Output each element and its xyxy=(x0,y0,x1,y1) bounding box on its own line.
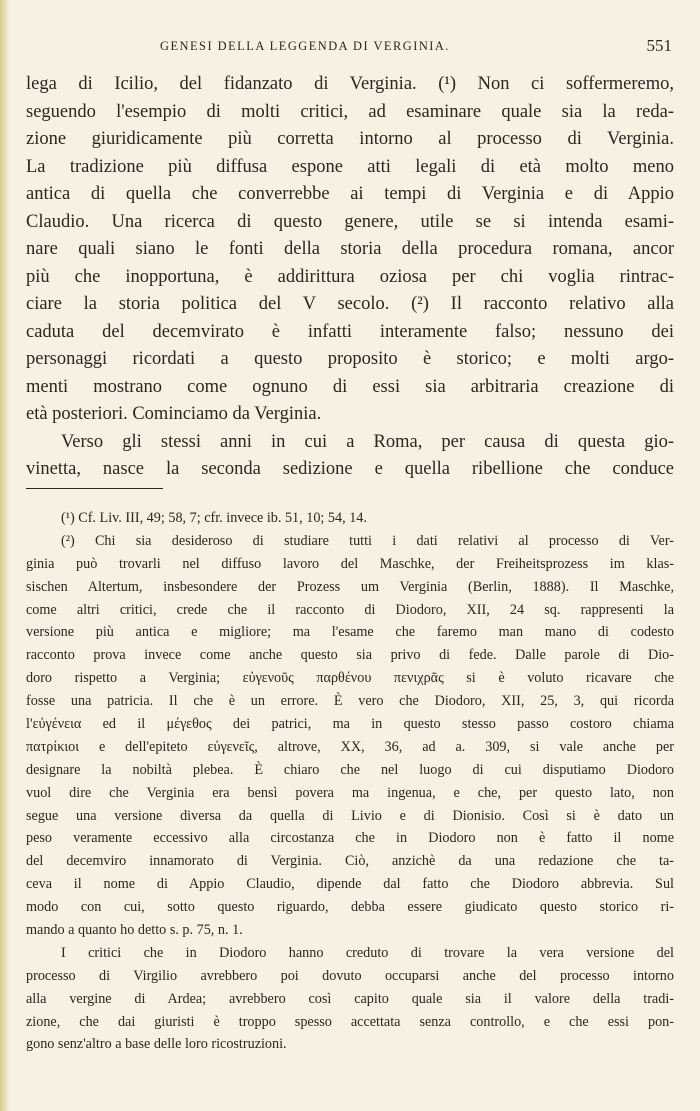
text-line: caduta del decemvirato è infatti interamente falso; nessuno dei xyxy=(26,321,674,342)
page-number: 551 xyxy=(646,36,672,55)
footnote-line: vuol dire che Verginia era bensì povera ma ingenua, e che, per questo lato, non xyxy=(26,784,674,801)
footnote-line: peso veramente eccessivo alla circostanza che in Diodoro non è fatto il nome xyxy=(26,830,674,847)
footnote-line: fosse una patricia. Il che è un errore. È vero che Diodoro, XII, 25, 3, qui ricorda xyxy=(26,693,674,710)
footnote-line: segue una versione diversa da quella di Livio e di Dionisio. Così si è dato un xyxy=(26,807,674,824)
footnote-line: (²) Chi sia desideroso di studiare tutti i dati relativi al processo di Ver- xyxy=(61,532,674,549)
footnote-line: doro rispetto a Verginia; εὐγενοῦς παρθένου πενιχρᾶς si è voluto ricavare che xyxy=(26,670,674,687)
text-line: più che inopportuna, è addirittura oziosa per chi voglia rintrac- xyxy=(26,266,674,287)
text-line: seguendo l'esempio di molti critici, ad esaminare quale sia la reda- xyxy=(26,101,674,122)
footnote-line: modo con cui, sotto questo riguardo, debba essere giudicato questo storico ri- xyxy=(26,899,674,916)
footnote-line: racconto prova invece come anche questo sia privo di fede. Dalle parole di Dio- xyxy=(26,647,674,664)
text-line: menti mostrano come ognuno di essi sia arbitraria creazione di xyxy=(26,376,674,397)
running-head xyxy=(58,38,672,58)
footnote-line: ginia può trovarli nel diffuso lavoro del Maschke, der Freiheitsprozess im klas- xyxy=(26,555,674,572)
text-line: zione giuridicamente più corretta intorno al processo di Verginia. xyxy=(26,129,674,149)
footnote-line: (¹) Cf. Liv. III, 49; 58, 7; cfr. invece ib. 51, 10; 54, 14. xyxy=(61,510,367,526)
text-line: antica di quella che converrebbe ai tempi di Verginia e di Appio xyxy=(26,184,674,204)
footnote-separator xyxy=(26,488,163,489)
text-line: Verso gli stessi anni in cui a Roma, per causa di questa gio- xyxy=(61,431,674,452)
footnote-line: gono senz'altro a base delle loro ricostruzioni. xyxy=(26,1036,287,1053)
text-line: nare quali siano le fonti della storia della procedura romana, ancor xyxy=(26,239,674,259)
footnotes xyxy=(26,507,674,1056)
footnote-line: πατρίκιοι e dell'epiteto εὐγενεῖς, altrove, XX, 36, ad a. 309, si vale anche per xyxy=(26,738,674,755)
page-spine-shadow xyxy=(0,0,10,1111)
footnote-line: mando a quanto ho detto s. p. 75, n. 1. xyxy=(26,922,243,939)
text-line: Claudio. Una ricerca di questo genere, utile se si intenda esami- xyxy=(26,211,674,232)
footnote-line: zione, che dai giuristi è troppo spesso accettata senza controllo, e che essi pon- xyxy=(26,1013,674,1030)
text-line: ciare la storia politica del V secolo. (²) Il racconto relativo alla xyxy=(26,294,674,314)
text-line: vinetta, nasce la seconda sedizione e quella ribellione che conduce xyxy=(26,459,674,479)
text-line: La tradizione più diffusa espone atti legali di età molto meno xyxy=(26,156,674,177)
footnote-line: processo di Virgilio avrebbero poi dovuto occuparsi anche del processo intorno xyxy=(26,967,674,984)
footnote-line: alla vergine di Ardea; avrebbero così capito quale sia il valore della tradi- xyxy=(26,990,674,1007)
footnote-line: sischen Altertum, insbesondere der Prozess um Verginia (Berlin, 1888). Il Maschke, xyxy=(26,578,674,595)
footnote-line: I critici che in Diodoro hanno creduto di trovare la vera versione del xyxy=(61,944,674,961)
main-text xyxy=(26,71,674,484)
running-title: GENESI DELLA LEGGENDA DI VERGINIA. xyxy=(160,39,450,53)
footnote-line: designare la nobiltà plebea. È chiaro che nel luogo di cui disputiamo Diodoro xyxy=(26,761,674,778)
footnote-line: l'εὐγένεια ed il μέγεθος dei patrici, ma in questo stesso passo costoro chiama xyxy=(26,716,674,733)
footnote-line: come altri critici, crede che il racconto di Diodoro, XII, 24 sq. rappresenti la xyxy=(26,601,674,618)
footnote-line: versione più antica e migliore; ma l'esame che faremo man mano di codesto xyxy=(26,624,674,641)
text-line: personaggi ricordati a questo proposito è storico; e molti argo- xyxy=(26,349,674,369)
footnote-line: ceva il nome di Appio Claudio, dipende dal fatto che Diodoro abbrevia. Sul xyxy=(26,876,674,893)
text-line: età posteriori. Cominciamo da Verginia. xyxy=(26,404,322,424)
text-line: lega di Icilio, del fidanzato di Verginia. (¹) Non ci soffermeremo, xyxy=(26,74,674,94)
footnote-line: del decemviro innamorato di Verginia. Ciò, anzichè da una redazione che ta- xyxy=(26,853,674,870)
